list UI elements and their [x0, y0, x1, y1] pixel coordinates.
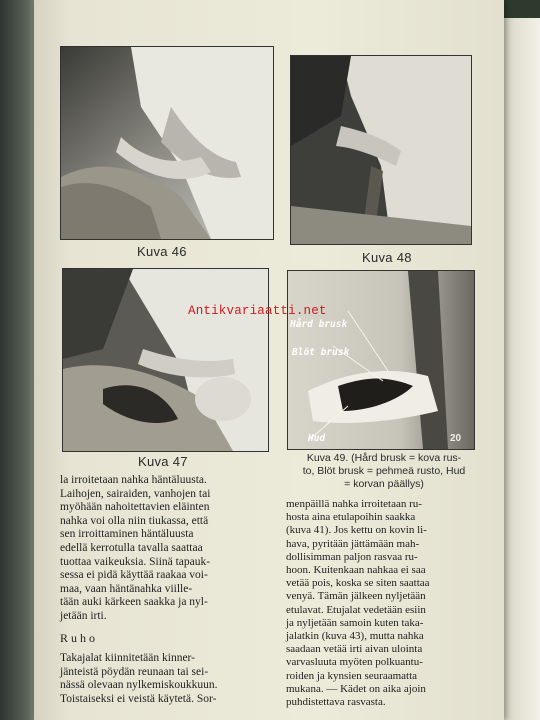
text-line: sen irroittaminen häntäluusta: [60, 528, 194, 541]
photo-kuva-47: [62, 268, 269, 452]
text-line: varvasluuta myöten polkuantu-: [286, 656, 423, 669]
text-line: roiden ja kynsien seuraamatta: [286, 669, 418, 682]
text-line: tään auki kärkeen saakka ja nyl-: [60, 596, 208, 609]
section-heading-ruho: Ruho: [60, 630, 99, 645]
photo-kuva-49: [287, 270, 475, 450]
text-line: Laihojen, sairaiden, vanhojen tai: [60, 487, 211, 500]
text-line: edellä kerrotulla tavalla saattaa: [60, 541, 203, 554]
text-line: sessa ei pidä käyttää raakaa voi-: [60, 569, 208, 582]
text-line: nässä olevaan nylkemiskoukkuun.: [60, 679, 218, 692]
text-line: jetään irti.: [60, 609, 107, 622]
text-line: saadaan vetää irti aivan ulointa: [286, 643, 423, 656]
text-line: hoon. Kuitenkaan nahkaa ei saa: [286, 564, 426, 577]
caption-kuva-49-line: Kuva 49. (Hård brusk = kova rus-: [306, 452, 462, 464]
text-line: myöhään nahoitettavien eläinten: [60, 501, 210, 514]
text-line: Toistaiseksi ei veistä käytetä. Sor-: [60, 692, 217, 705]
text-line: etulavat. Etujalat vedetään esiin: [286, 603, 426, 616]
text-line: hosta aina etulapoihin saakka: [286, 511, 416, 524]
photo-kuva-48: [290, 55, 472, 245]
label-hard-brusk: Hård brusk: [290, 319, 348, 330]
right-column-text: [286, 498, 486, 709]
text-line: menpäillä nahka irroitetaan ru-: [286, 498, 422, 510]
text-line: vetää pois, koska se siten saattaa: [286, 577, 430, 590]
caption-kuva-49: [289, 452, 479, 491]
caption-kuva-49-line: to, Blöt brusk = pehmeä rusto, Hud: [302, 465, 466, 477]
watermark: Antikvariaatti.net: [188, 304, 327, 318]
text-line: tuottaa vaikeuksia. Siinä tapauk-: [60, 555, 211, 568]
text-line: hava, pyritään jättämään mah-: [286, 537, 420, 550]
text-line: puhdistettava rasvasta.: [286, 696, 386, 709]
text-line: jalatkin (kuva 43), mutta nahka: [286, 630, 424, 643]
text-line: (kuva 41). Jos kettu on kovin li-: [286, 524, 427, 537]
caption-kuva-49-line: = korvan päällys): [344, 478, 424, 490]
caption-kuva-46: Kuva 46: [137, 244, 187, 259]
text-line: dollisimman paljon rasvaa ru-: [286, 550, 418, 563]
text-line: maa, vaan häntänahka viille-: [60, 582, 193, 595]
label-hud: Hud: [308, 433, 326, 444]
text-line: venyä. Tämän jälkeen nyljetään: [286, 590, 426, 603]
text-line: la irroitetaan nahka häntäluusta.: [60, 474, 207, 486]
next-page-edge: [500, 18, 540, 720]
left-column-text: [60, 474, 280, 707]
text-line: mukana. — Kädet on aika ajoin: [286, 682, 426, 695]
caption-kuva-47: Kuva 47: [138, 454, 188, 469]
text-line: Takajalat kiinnitetään kinner-: [60, 652, 195, 665]
text-line: ja nyljetään samoin kuten taka-: [286, 616, 424, 629]
caption-kuva-48: Kuva 48: [362, 250, 412, 265]
text-line: nahka voi olla niin tiukassa, että: [60, 514, 209, 527]
label-blot-brusk: Blöt brusk: [292, 347, 350, 358]
text-line: jänteistä pöydän reunaan tai sei-: [60, 665, 209, 678]
photo-kuva-46: [60, 46, 274, 240]
figure-number: 20: [450, 433, 462, 444]
